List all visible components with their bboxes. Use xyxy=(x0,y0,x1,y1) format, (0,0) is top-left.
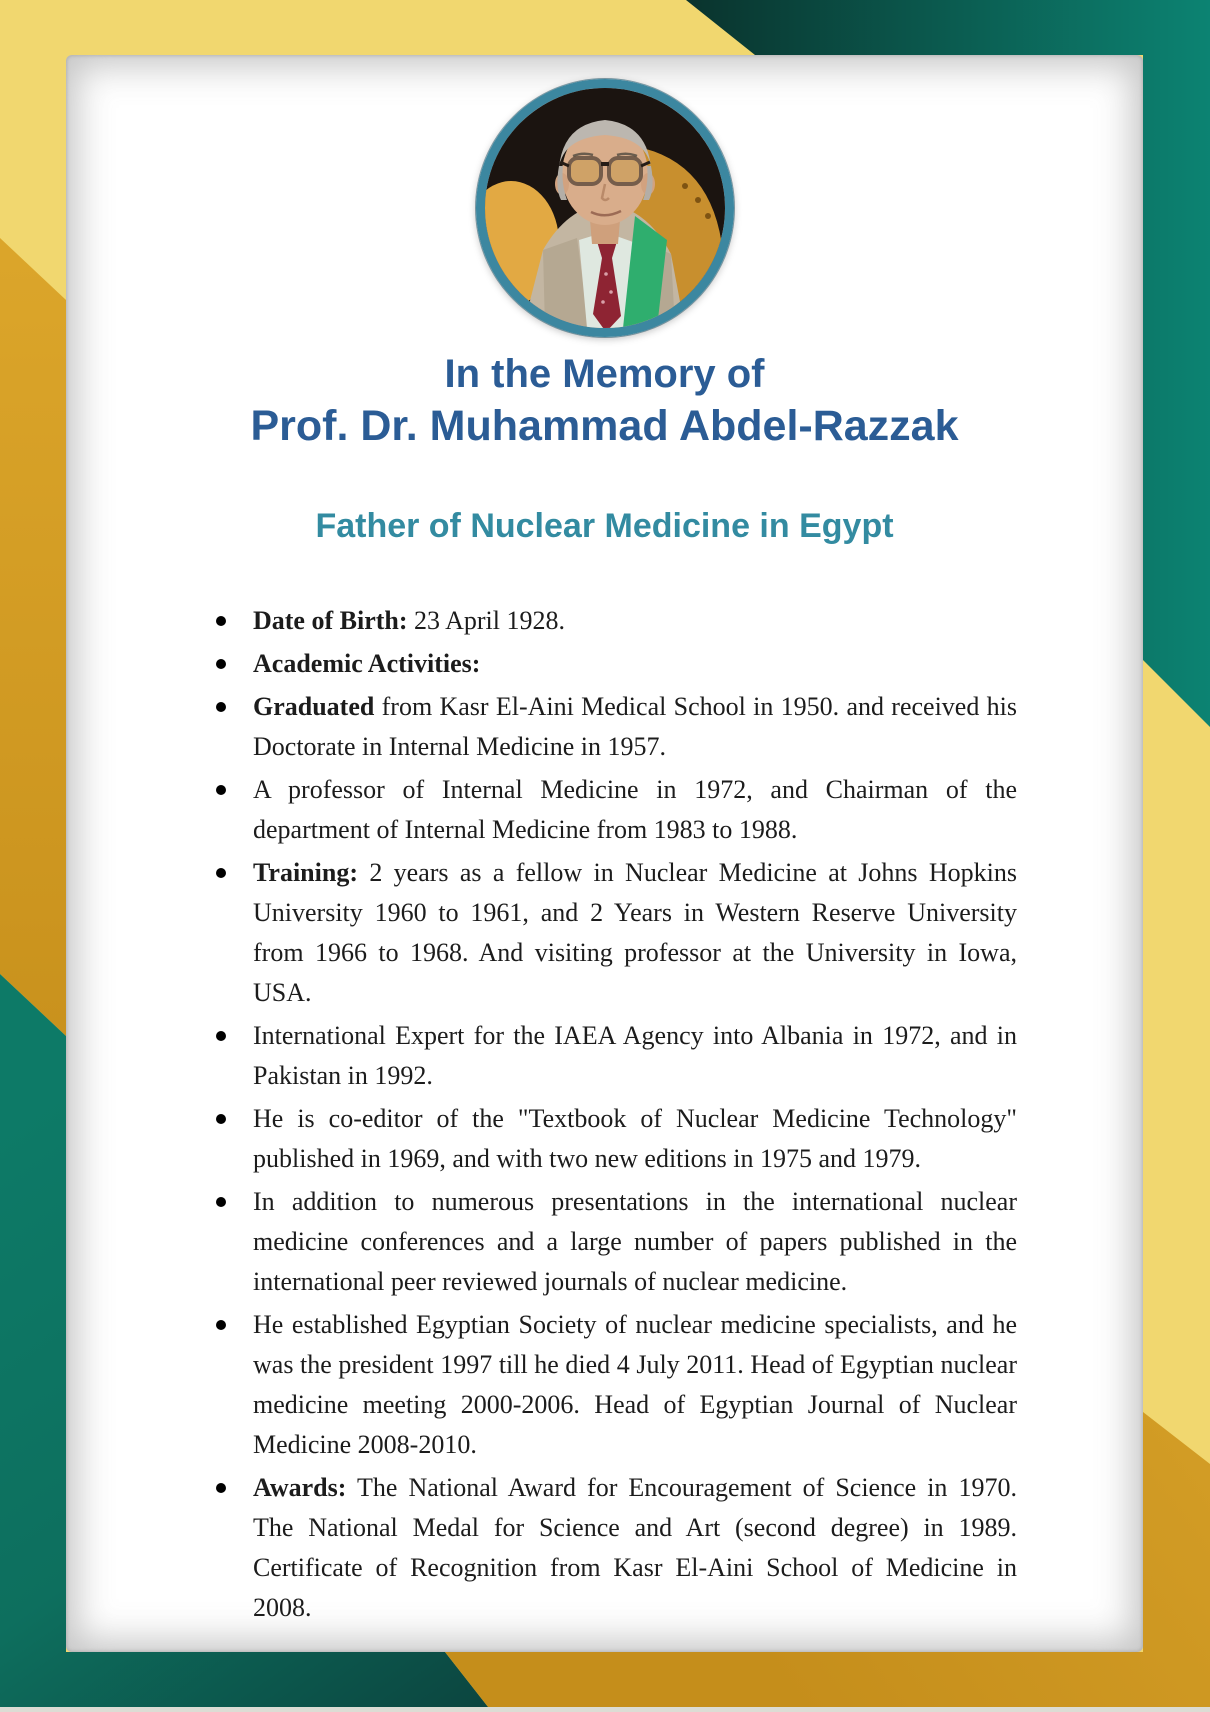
bullet-list xyxy=(253,601,1017,1628)
bullet-lead-bold: Training: xyxy=(253,858,358,887)
bullet-text: 23 April 1928. xyxy=(407,606,565,635)
page-title-line2: Prof. Dr. Muhammad Abdel-Razzak xyxy=(250,402,959,450)
glasses-lens-left xyxy=(569,158,601,184)
bullet-text: from Kasr El-Aini Medical School in 1950. and received his Doctorate in Internal Medicine in 1957. xyxy=(253,692,1017,761)
chair-stud xyxy=(695,197,701,203)
bullet-item xyxy=(253,1182,1017,1302)
bullet-lead-bold: Date of Birth: xyxy=(253,606,408,635)
tie-dot xyxy=(601,300,605,304)
bullet-marker-icon xyxy=(216,1031,226,1041)
bullet-text: In addition to numerous presentations in the international nuclear medicine conferences and a large number of papers published in the international peer reviewed journals of nuclear medicine. xyxy=(253,1187,1017,1296)
bullet-item xyxy=(253,1468,1017,1628)
bullet-marker-icon xyxy=(216,785,226,795)
bullet-item xyxy=(253,601,1017,641)
frame-bottom-edge-line xyxy=(0,1707,1210,1712)
bullet-lead-bold: Academic Activities: xyxy=(253,649,481,678)
bullet-item xyxy=(253,1305,1017,1465)
tie-dot xyxy=(609,290,613,294)
bullet-marker-icon xyxy=(216,616,226,626)
bullet-lead-bold: Awards: xyxy=(253,1473,347,1502)
chair-stud xyxy=(705,213,711,219)
page-title-line1: In the Memory of xyxy=(444,352,765,396)
bullet-item xyxy=(253,644,1017,684)
bullet-marker-icon xyxy=(216,702,226,712)
bullet-text: International Expert for the IAEA Agency into Albania in 1972, and in Pakistan in 1992. xyxy=(253,1021,1017,1090)
bullet-item xyxy=(253,687,1017,767)
bullet-text: 2 years as a fellow in Nuclear Medicine at Johns Hopkins University 1960 to 1961, and 2 Years in Western Reserve University from 1966 to 1968. And visiting professor at the University in Iowa, USA. xyxy=(253,858,1017,1007)
bullet-marker-icon xyxy=(216,1320,226,1330)
glasses-lens-right xyxy=(609,158,641,184)
bullet-marker-icon xyxy=(216,1197,226,1207)
bullet-marker-icon xyxy=(216,1114,226,1124)
bullet-lead-bold: Graduated xyxy=(253,692,375,721)
tie-dot xyxy=(604,272,608,276)
bullet-item xyxy=(253,770,1017,850)
bullet-text: A professor of Internal Medicine in 1972, and Chairman of the department of Internal Medicine from 1983 to 1988. xyxy=(253,775,1017,844)
bullet-marker-icon xyxy=(216,1483,226,1493)
portrait-photo xyxy=(476,79,734,337)
bullet-item xyxy=(253,1099,1017,1179)
document-page xyxy=(66,55,1143,1652)
frame-gold-dark-left-region xyxy=(0,238,66,1036)
bullet-text: He is co-editor of the "Textbook of Nuclear Medicine Technology" published in 1969, and with two new editions in 1975 and 1979. xyxy=(253,1104,1017,1173)
page-subtitle: Father of Nuclear Medicine in Egypt xyxy=(315,507,894,545)
bullet-marker-icon xyxy=(216,659,226,669)
portrait-photo-illustration xyxy=(485,88,725,328)
bullet-text: He established Egyptian Society of nuclear medicine specialists, and he was the president 1997 till he died 4 July 2011. Head of Egyptian nuclear medicine meeting 2000-2006. Head of Egyptian Journal of Nuclear Medicine 2008-2010. xyxy=(253,1310,1017,1459)
bullet-item xyxy=(253,1016,1017,1096)
bullet-marker-icon xyxy=(216,868,226,878)
bullet-item xyxy=(253,853,1017,1013)
chair-stud xyxy=(682,183,688,189)
bullet-text: The National Award for Encouragement of Science in 1970. The National Medal for Science and Art (second degree) in 1989. Certificate of Recognition from Kasr El-Aini School of Medicine in 2008. xyxy=(253,1473,1017,1622)
